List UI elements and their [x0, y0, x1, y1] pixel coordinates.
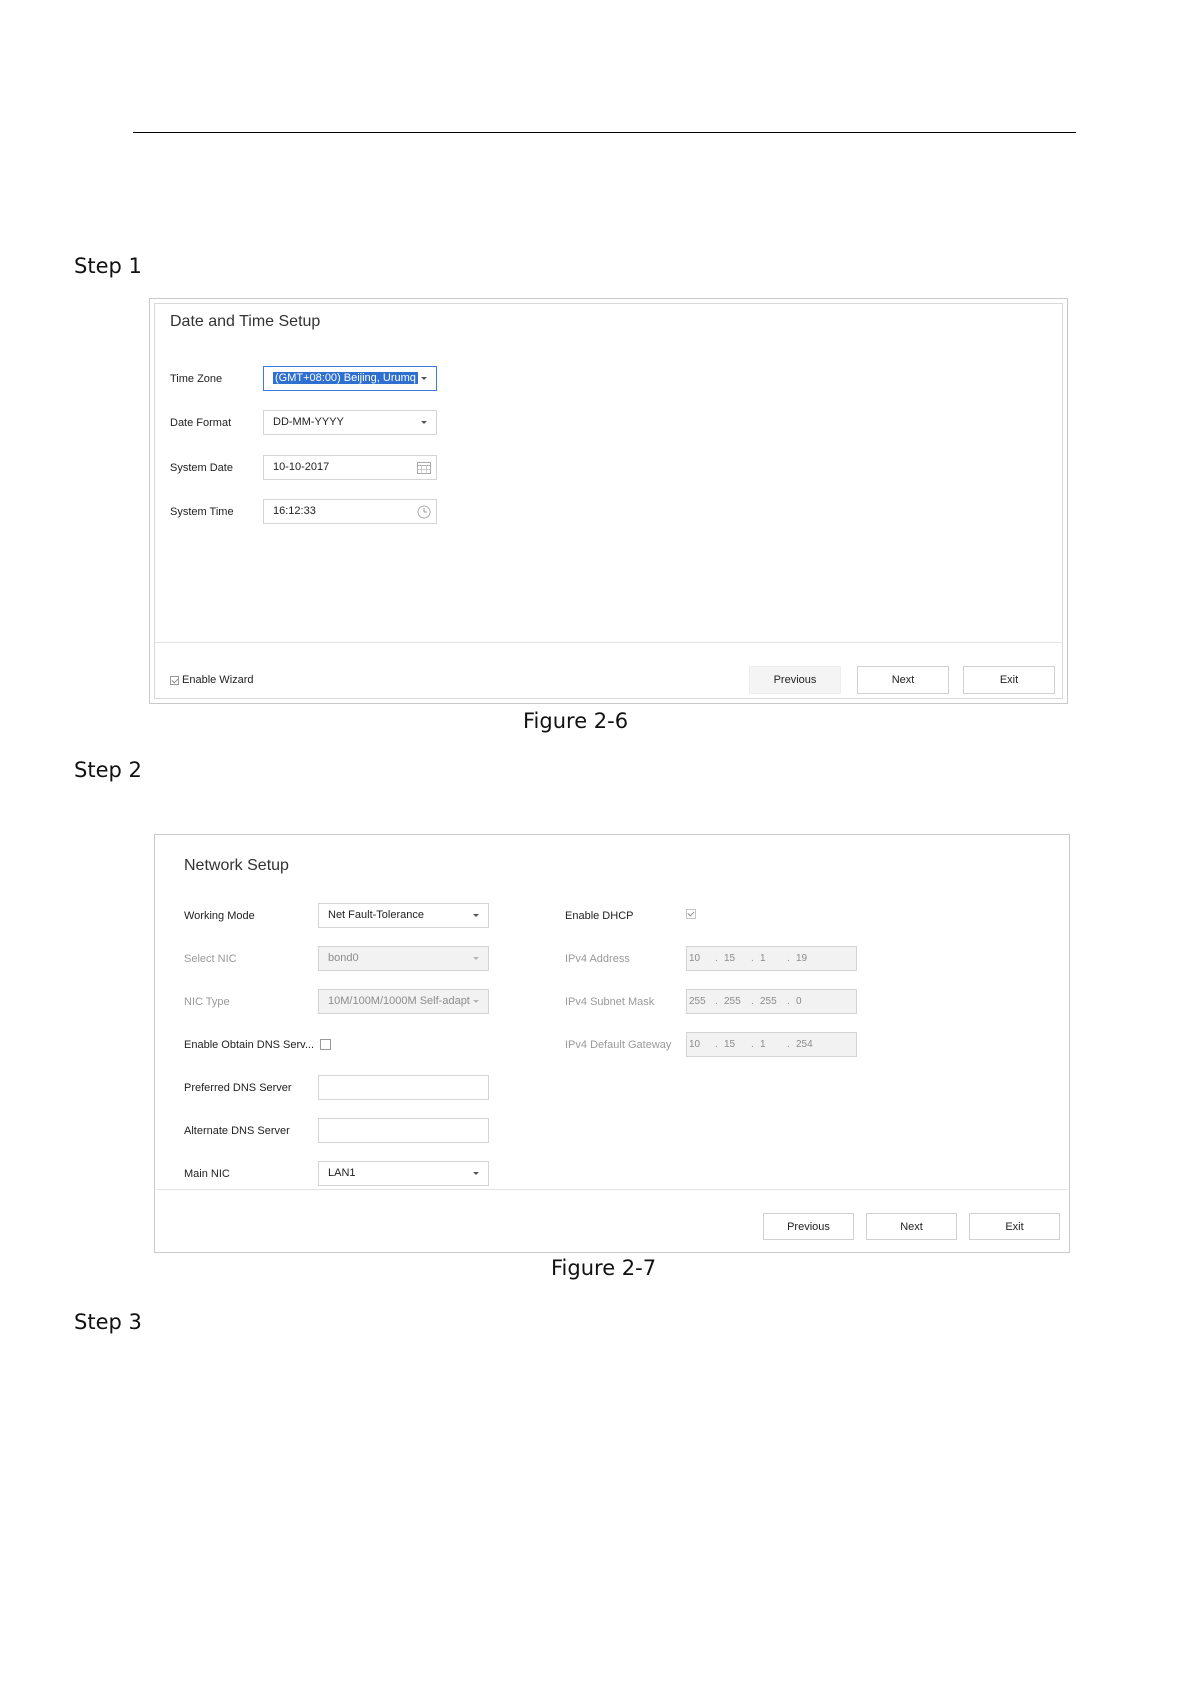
chevron-down-icon — [473, 1172, 479, 1175]
ipv4-default-gateway-label: IPv4 Default Gateway — [565, 1039, 672, 1051]
enable-dhcp-label: Enable DHCP — [565, 910, 634, 922]
preferred-dns-label: Preferred DNS Server — [184, 1082, 292, 1094]
network-setup-dialog — [154, 834, 1070, 1253]
date-format-label: Date Format — [170, 417, 232, 429]
chevron-down-icon — [473, 1000, 479, 1003]
ip-octet: 255 — [689, 996, 706, 1007]
alternate-dns-label: Alternate DNS Server — [184, 1125, 290, 1137]
ip-octet: 255 — [724, 996, 741, 1007]
date-time-setup-dialog — [149, 298, 1068, 704]
exit-button[interactable]: Exit — [963, 666, 1055, 694]
alternate-dns-input[interactable] — [318, 1118, 489, 1143]
dialog-title: Network Setup — [184, 857, 289, 874]
main-nic-label: Main NIC — [184, 1168, 230, 1180]
time-zone-value: (GMT+08:00) Beijing, Urumq — [275, 372, 416, 384]
date-format-value: DD-MM-YYYY — [273, 416, 344, 428]
time-zone-select[interactable] — [263, 366, 437, 391]
ipv4-subnet-mask-field[interactable]: 255 . 255 . 255 . 0 — [686, 989, 857, 1014]
chevron-down-icon — [473, 914, 479, 917]
next-button[interactable]: Next — [857, 666, 949, 694]
preferred-dns-input[interactable] — [318, 1075, 489, 1100]
nic-type-label: NIC Type — [184, 996, 230, 1008]
next-button[interactable]: Next — [866, 1213, 957, 1240]
system-date-label: System Date — [170, 462, 233, 474]
ip-octet: 10 — [689, 1039, 701, 1050]
nic-type-select[interactable] — [318, 989, 489, 1014]
ip-octet: 254 — [796, 1039, 813, 1050]
working-mode-label: Working Mode — [184, 910, 255, 922]
previous-button[interactable]: Previous — [749, 666, 841, 694]
ip-octet: 0 — [796, 996, 802, 1007]
working-mode-select[interactable] — [318, 903, 489, 928]
step-1-label: Step 1 — [74, 254, 142, 278]
date-format-select[interactable] — [263, 410, 437, 435]
figure-2-7-caption: Figure 2-7 — [551, 1256, 657, 1280]
chevron-down-icon — [473, 957, 479, 960]
enable-obtain-dns-checkbox[interactable] — [320, 1039, 331, 1050]
figure-2-6-caption: Figure 2-6 — [523, 709, 629, 733]
chevron-down-icon — [421, 421, 427, 424]
ipv4-address-label: IPv4 Address — [565, 953, 630, 965]
working-mode-value: Net Fault-Tolerance — [328, 909, 424, 921]
time-zone-label: Time Zone — [170, 373, 223, 385]
main-nic-select[interactable] — [318, 1161, 489, 1186]
footer-separator — [157, 1189, 1067, 1190]
system-date-value: 10-10-2017 — [273, 461, 330, 473]
previous-button[interactable]: Previous — [763, 1213, 854, 1240]
enable-wizard-checkbox[interactable] — [170, 676, 179, 685]
system-time-field[interactable] — [263, 499, 437, 524]
ip-octet: 10 — [689, 953, 701, 964]
enable-obtain-dns-label: Enable Obtain DNS Serv... — [184, 1039, 315, 1051]
ipv4-subnet-mask-label: IPv4 Subnet Mask — [565, 996, 655, 1008]
calendar-icon[interactable] — [417, 461, 431, 474]
footer-separator — [154, 642, 1063, 643]
ip-octet: 1 — [760, 953, 766, 964]
ip-octet: 255 — [760, 996, 777, 1007]
step-2-label: Step 2 — [74, 758, 142, 782]
system-time-label: System Time — [170, 506, 234, 518]
nic-type-value: 10M/100M/1000M Self-adapt — [328, 995, 470, 1007]
enable-wizard-label: Enable Wizard — [182, 674, 254, 686]
select-nic-label: Select NIC — [184, 953, 237, 965]
ip-octet: 15 — [724, 953, 736, 964]
main-nic-value: LAN1 — [328, 1167, 356, 1179]
chevron-down-icon — [421, 377, 427, 380]
exit-button[interactable]: Exit — [969, 1213, 1060, 1240]
header-rule — [133, 132, 1076, 133]
system-date-field[interactable] — [263, 455, 437, 480]
ipv4-default-gateway-field[interactable]: 10 . 15 . 1 . 254 — [686, 1032, 857, 1057]
ipv4-address-field[interactable]: 10 . 15 . 1 . 19 — [686, 946, 857, 971]
clock-icon[interactable] — [417, 505, 431, 519]
step-3-label: Step 3 — [74, 1310, 142, 1334]
ip-octet: 19 — [796, 953, 808, 964]
ip-octet: 1 — [760, 1039, 766, 1050]
ip-octet: 15 — [724, 1039, 736, 1050]
dialog-title: Date and Time Setup — [170, 313, 321, 330]
select-nic-select[interactable] — [318, 946, 489, 971]
select-nic-value: bond0 — [328, 952, 359, 964]
enable-dhcp-checkbox[interactable] — [686, 909, 696, 919]
system-time-value: 16:12:33 — [273, 505, 316, 517]
